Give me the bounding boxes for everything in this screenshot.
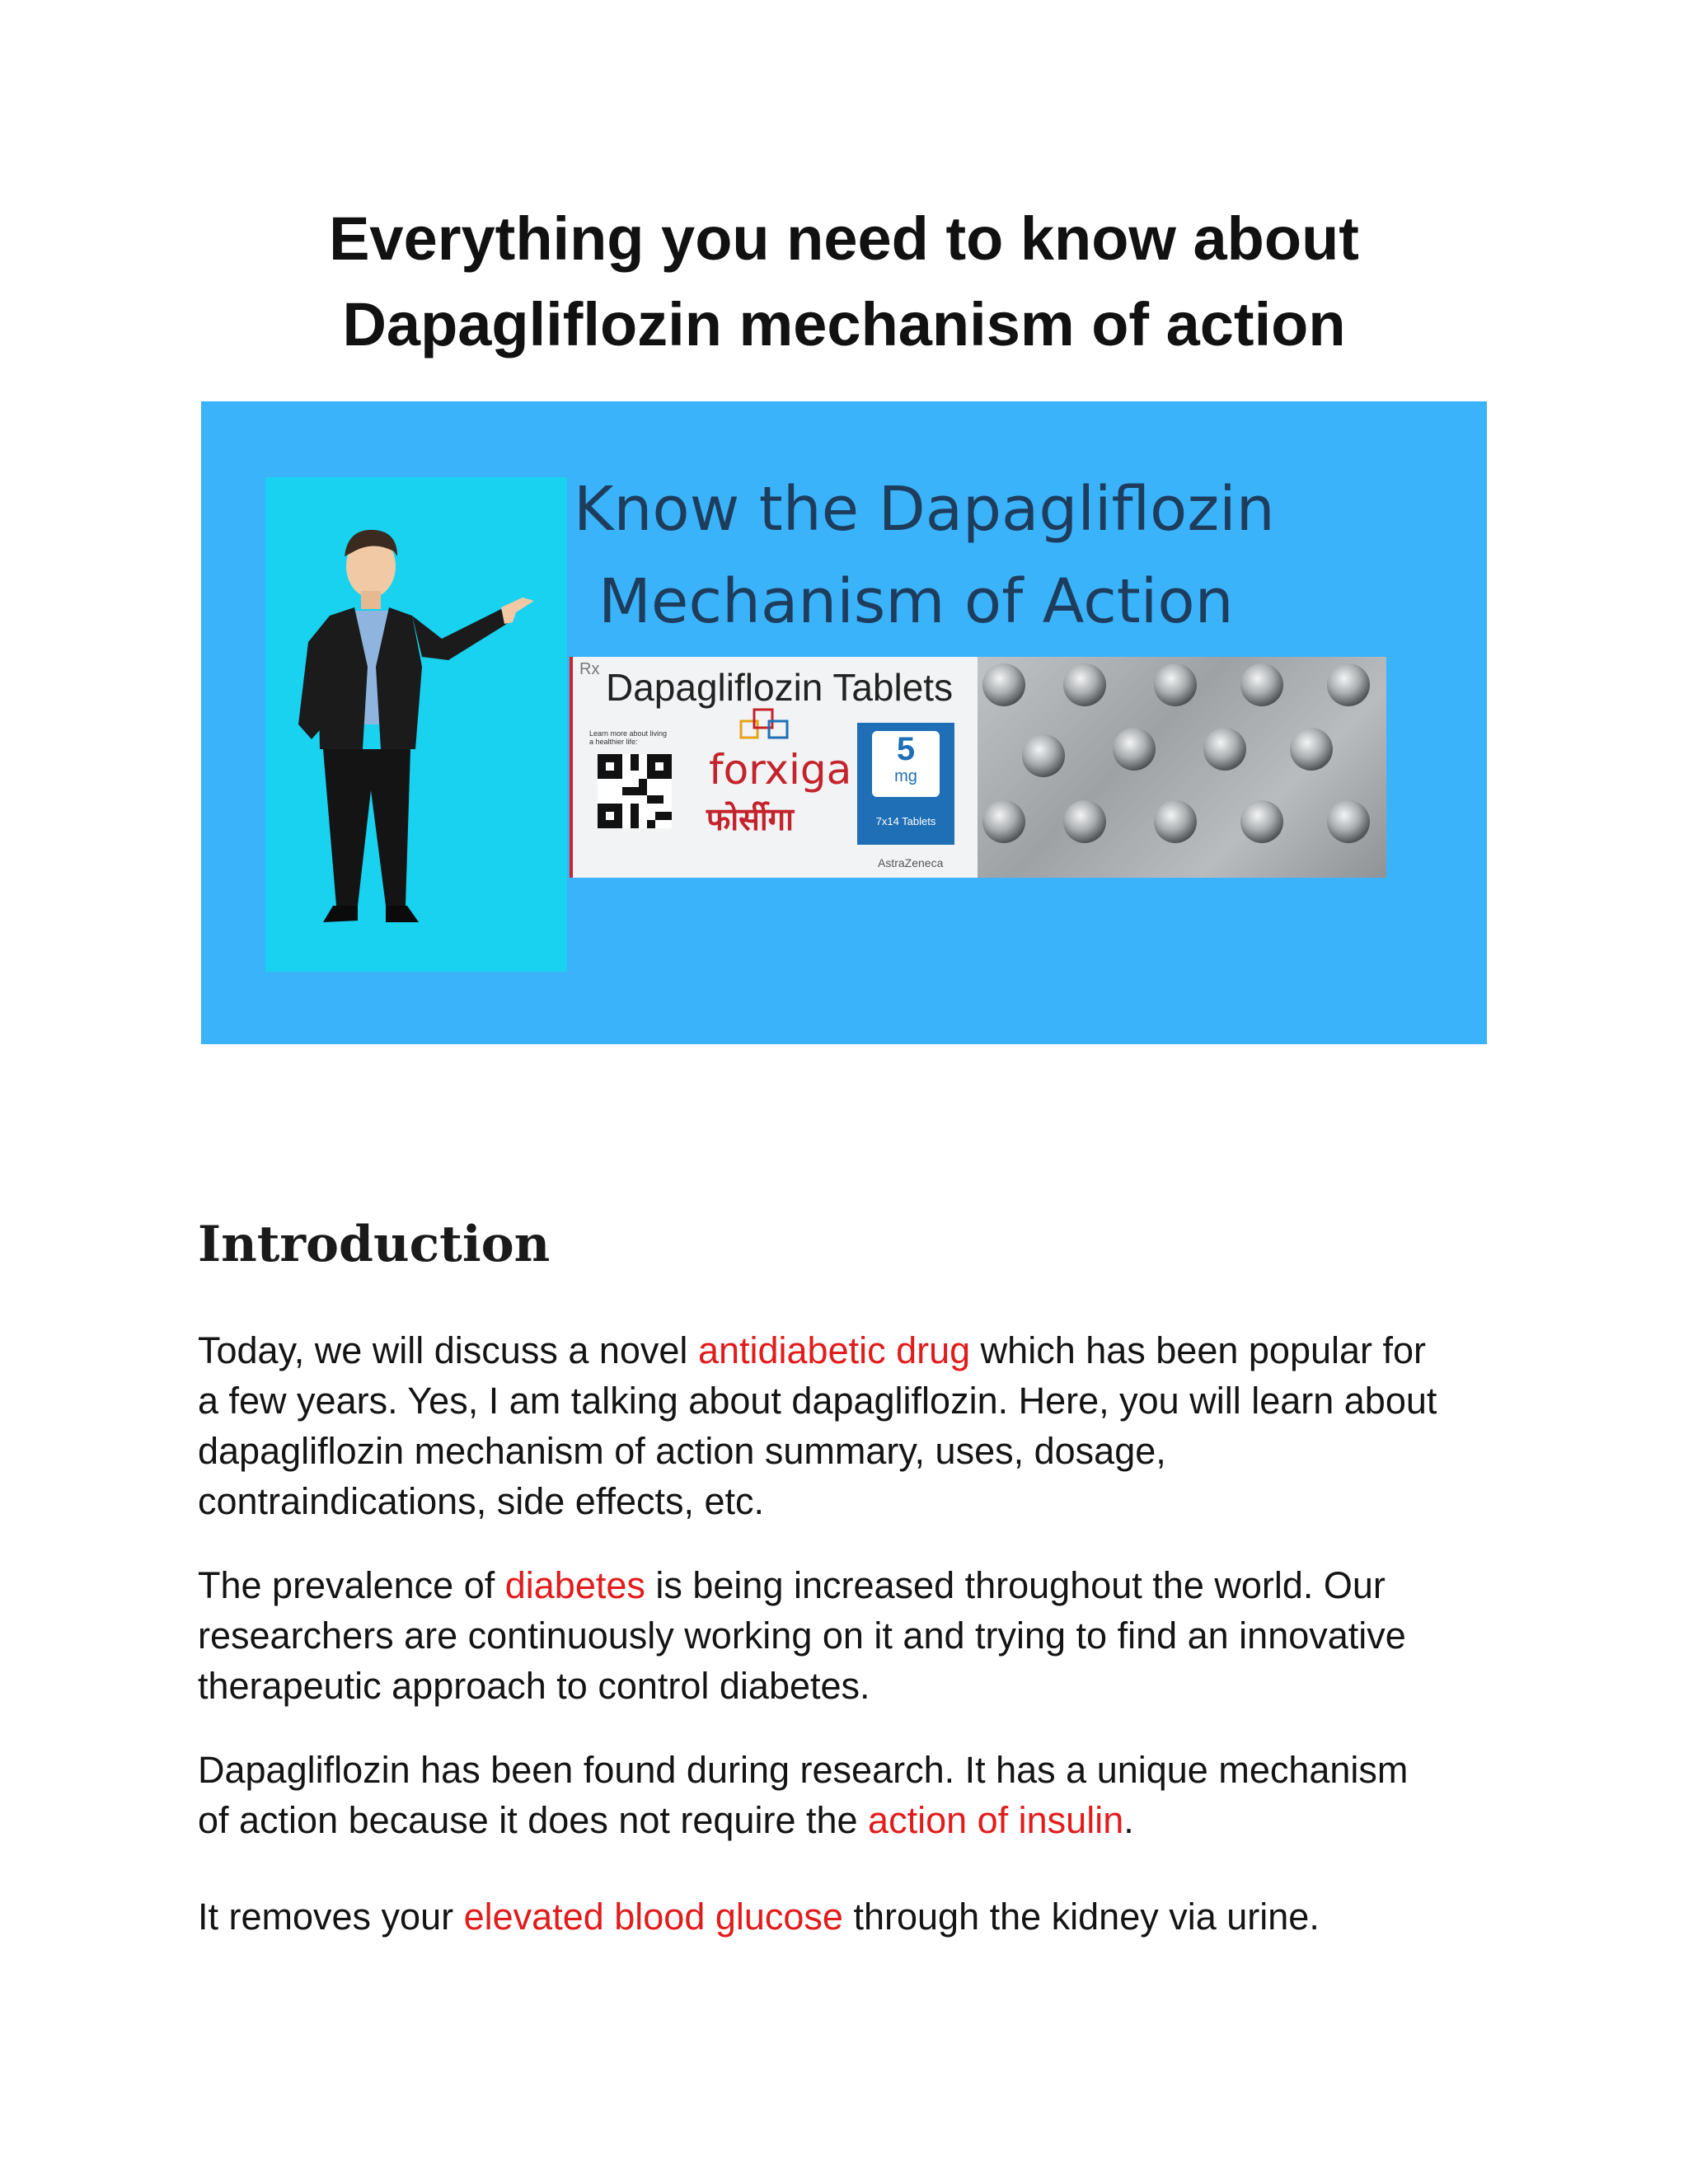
qr-code-icon — [598, 754, 672, 828]
blister-strip-image — [978, 657, 1386, 878]
medicine-pack-image — [570, 657, 981, 878]
hero-banner-image — [201, 401, 1487, 1044]
text-span: contraindications, side effects, etc. — [198, 1480, 765, 1522]
tablets-icon — [978, 657, 1386, 878]
pack-brand-name-hindi: फोर्सीगा — [706, 801, 794, 837]
section-heading-introduction: Introduction — [198, 1216, 551, 1273]
manufacturer-name: AstraZeneca — [878, 856, 944, 869]
person-illustration-panel — [265, 477, 567, 972]
businessman-pointing-icon — [265, 477, 567, 972]
dose-value: 5 — [896, 731, 916, 767]
text-span: a few years. Yes, I am talking about dapagliflozin. Here, you will learn about — [198, 1380, 1437, 1422]
pack-title: Dapagliflozin Tablets — [606, 666, 954, 709]
intro-paragraph-4 — [198, 1891, 1496, 1942]
text-span: Dapagliflozin has been found during research. It has a unique mechanism — [198, 1749, 1409, 1791]
title-line-2: Dapagliflozin mechanism of action — [342, 290, 1346, 359]
text-span: which has been popular for — [970, 1329, 1427, 1371]
brand-logo-icon — [738, 706, 795, 748]
title-line-1: Everything you need to know about — [329, 204, 1359, 273]
rx-symbol: Rx — [579, 660, 600, 678]
pack-note: Learn more about living a healthier life: — [589, 729, 668, 746]
intro-paragraph-3 — [198, 1745, 1496, 1845]
text-span: It removes your — [198, 1896, 464, 1938]
text-span: researchers are continuously working on it and trying to find an innovative — [198, 1615, 1406, 1657]
text-span: Today, we will discuss a novel — [198, 1329, 698, 1371]
intro-paragraph-1 — [198, 1325, 1496, 1526]
link-elevated-blood-glucose[interactable]: elevated blood glucose — [463, 1896, 843, 1938]
tablet-count: 7x14 Tablets — [875, 815, 936, 827]
pack-brand-name: forxiga — [709, 746, 852, 794]
link-diabetes[interactable]: diabetes — [504, 1564, 645, 1606]
intro-paragraph-2 — [198, 1560, 1496, 1711]
link-antidiabetic-drug[interactable]: antidiabetic drug — [697, 1329, 971, 1371]
text-span: therapeutic approach to control diabetes. — [198, 1665, 870, 1707]
text-span: dapagliflozin mechanism of action summary, uses, dosage, — [198, 1430, 1166, 1472]
text-span: The prevalence of — [198, 1564, 505, 1606]
hero-headline-line-2: Mechanism of Action — [598, 566, 1234, 637]
link-action-of-insulin[interactable]: action of insulin — [868, 1799, 1124, 1841]
text-span: of action because it does not require the — [198, 1799, 869, 1841]
text-span: is being increased throughout the world. Our — [645, 1564, 1386, 1606]
hero-headline-line-1: Know the Dapagliflozin — [574, 474, 1275, 545]
dose-box — [857, 723, 954, 845]
text-span: . — [1123, 1799, 1134, 1841]
page-title — [0, 196, 1688, 368]
dose-unit: mg — [894, 767, 917, 785]
text-span: through the kidney via urine. — [842, 1896, 1320, 1938]
